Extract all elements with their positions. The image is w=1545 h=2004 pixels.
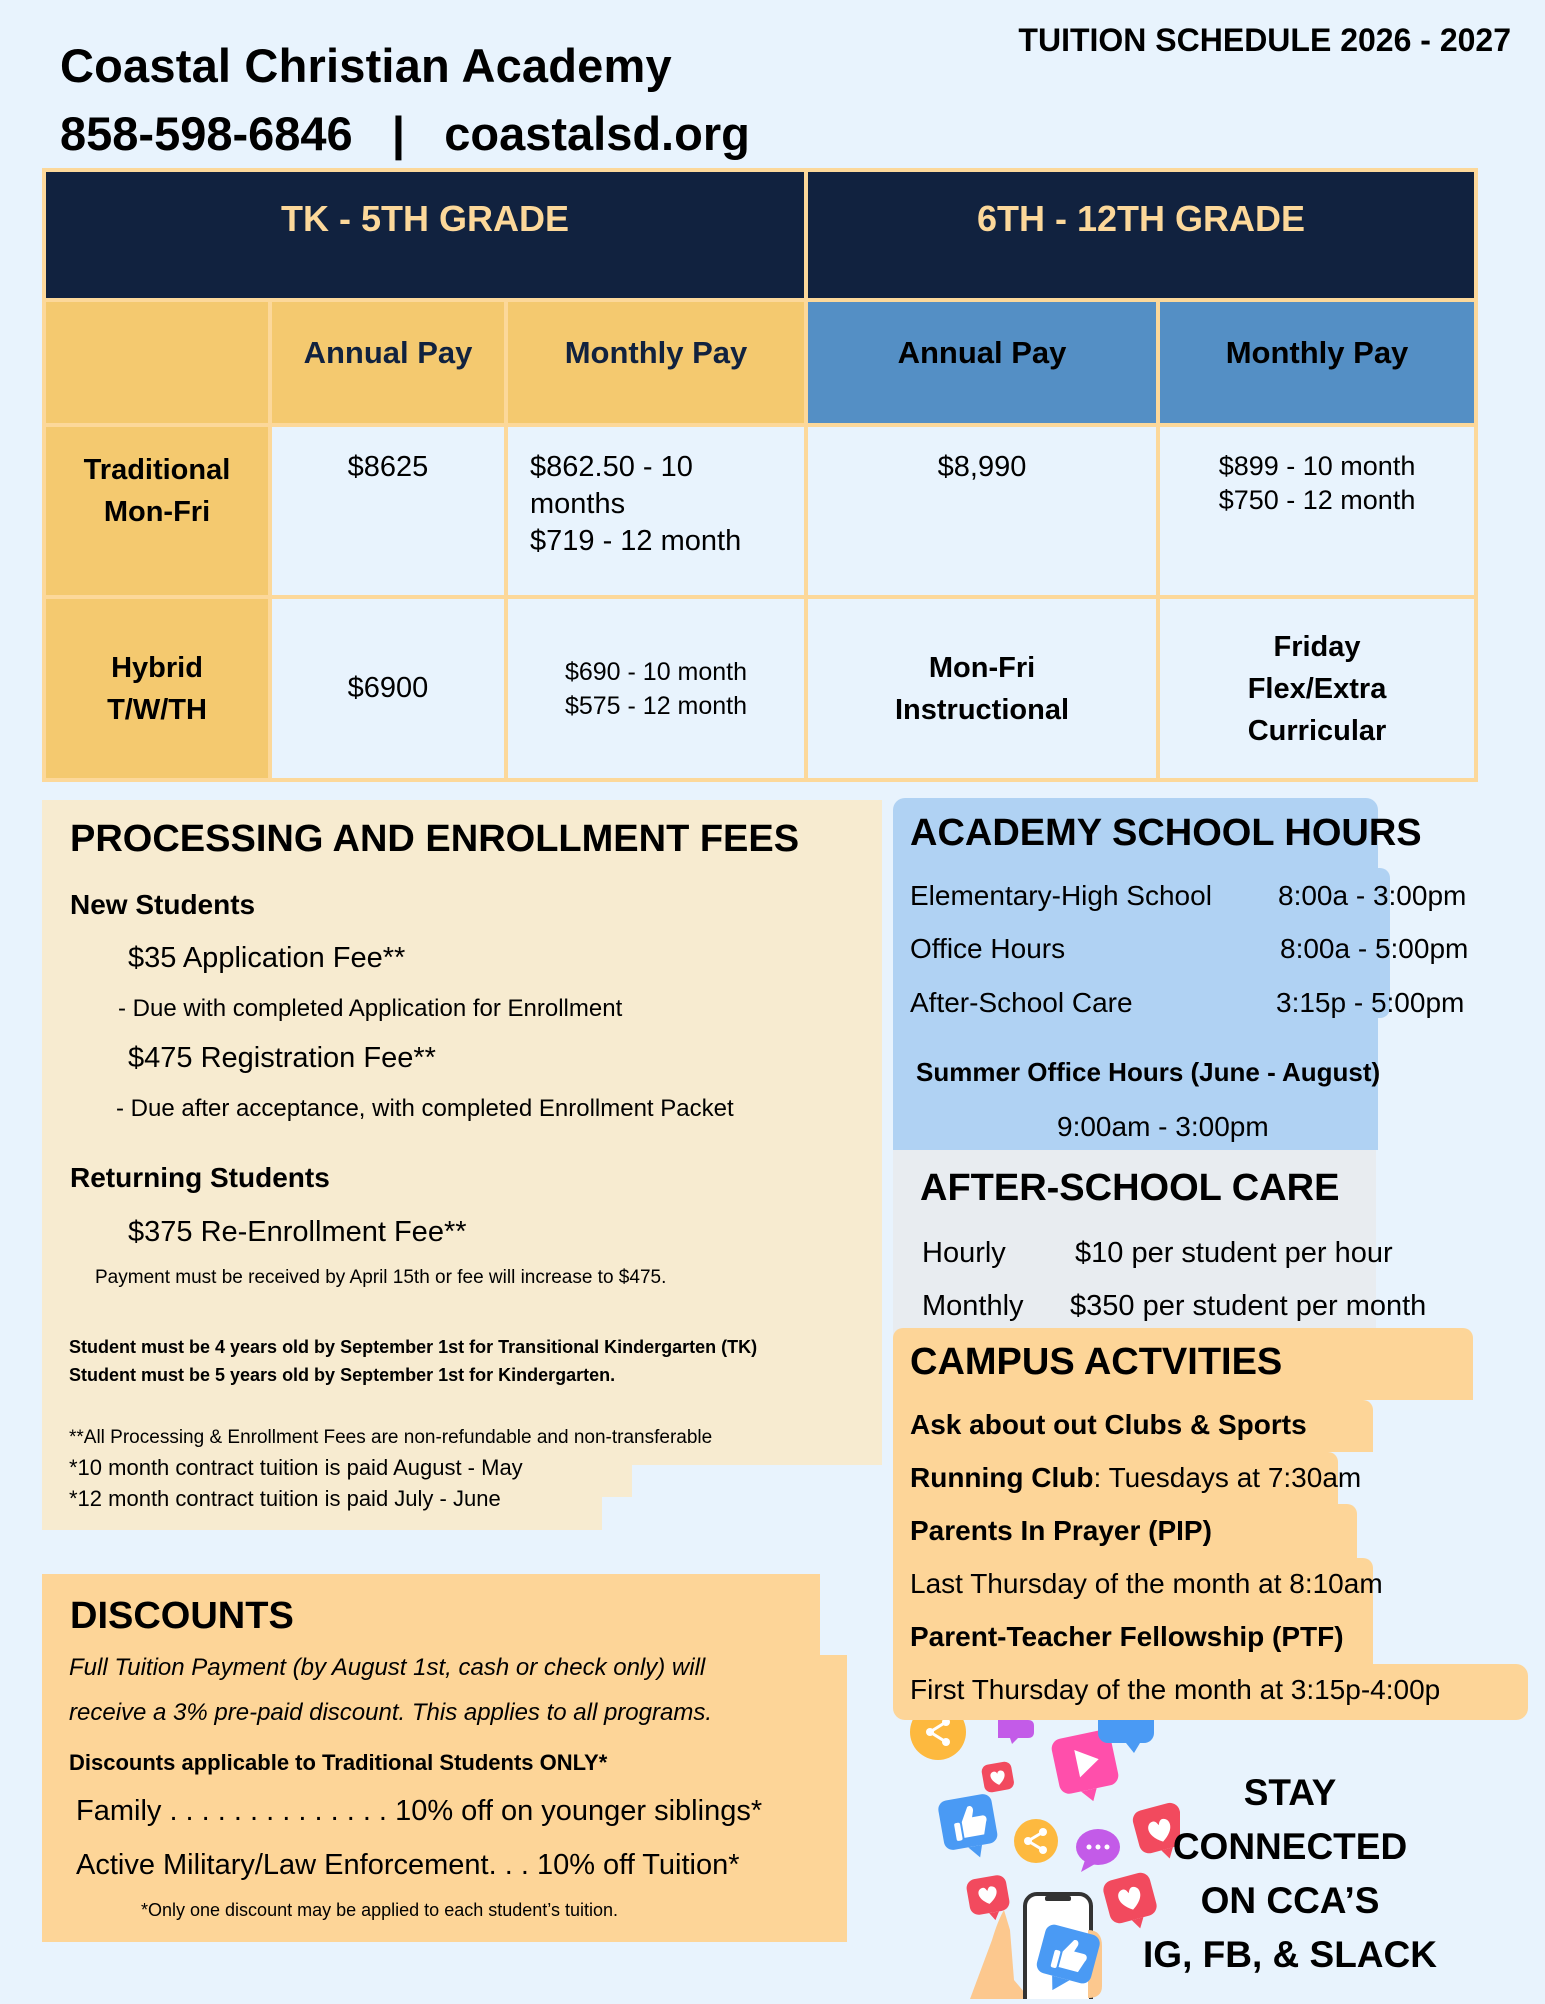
hours-time-office: 8:00a - 5:00pm <box>1280 933 1469 964</box>
hybrid-hs-col1: Mon-Fri Instructional <box>806 597 1158 780</box>
discount-military: Active Military/Law Enforcement. . . 10% off Tuition* <box>76 1849 740 1881</box>
ptf-schedule: First Thursday of the month at 3:15p-4:00p <box>910 1674 1441 1705</box>
returning-students-heading: Returning Students <box>70 1162 330 1193</box>
separator: | <box>391 107 406 160</box>
age-requirement-k: Student must be 5 years old by September 1st for Kindergarten. <box>69 1365 616 1385</box>
registration-fee: $475 Registration Fee** <box>128 1042 436 1074</box>
summer-hours-label: Summer Office Hours (June - August) <box>916 1057 1381 1087</box>
new-students-heading: New Students <box>70 889 256 920</box>
school-hours-title: ACADEMY SCHOOL HOURS <box>910 812 1422 854</box>
hybrid-tk-monthly: $690 - 10 month $575 - 12 month <box>506 597 806 780</box>
fees-footnote-nonrefundable: **All Processing & Enrollment Fees are non-refundable and non-transferable <box>69 1427 713 1448</box>
fees-panel-tail-notch <box>602 1465 632 1497</box>
hours-label-after-school: After-School Care <box>910 987 1133 1018</box>
care-monthly-value: $350 per student per month <box>1070 1290 1427 1322</box>
chat-bubble-icon <box>998 1720 1034 1744</box>
group-6-12: 6TH - 12TH GRADE <box>806 170 1476 300</box>
fees-footnote-10-month: *10 month contract tuition is paid August - May <box>69 1455 523 1480</box>
traditional-only-note: Discounts applicable to Traditional Students ONLY* <box>69 1750 608 1775</box>
hybrid-tk-annual: $6900 <box>270 597 506 780</box>
traditional-tk-annual: $8625 <box>270 425 506 597</box>
hand-illustration <box>970 1910 1030 1999</box>
traditional-tk-monthly: $862.50 - 10 months $719 - 12 month <box>506 425 806 597</box>
hours-time-after-school: 3:15p - 5:00pm <box>1276 987 1465 1018</box>
discount-family: Family . . . . . . . . . . . . . . 10% off on younger siblings* <box>76 1795 763 1827</box>
prepaid-discount-line1: Full Tuition Payment (by August 1st, cash or check only) will <box>69 1654 706 1681</box>
application-fee: $35 Application Fee** <box>128 942 406 974</box>
prepaid-discount-line2: receive a 3% pre-paid discount. This applies to all programs. <box>69 1699 712 1726</box>
discount-footnote: *Only one discount may be applied to each student’s tuition. <box>141 1900 618 1920</box>
campus-activities-title: CAMPUS ACTVITIES <box>910 1341 1283 1383</box>
pip-label: Parents In Prayer (PIP) <box>910 1515 1212 1546</box>
share-icon <box>910 1720 966 1760</box>
contact-line <box>60 106 750 161</box>
col-tk-annual: Annual Pay <box>270 300 506 425</box>
care-hourly-label: Hourly <box>922 1237 1006 1269</box>
col-hs-annual: Annual Pay <box>806 300 1158 425</box>
tuition-table <box>42 168 1478 782</box>
hours-time-elementary: 8:00a - 3:00pm <box>1278 880 1467 911</box>
share-icon <box>1014 1819 1058 1863</box>
pay-header-row <box>44 300 1476 425</box>
grade-group-row <box>44 170 1476 300</box>
hours-label-office: Office Hours <box>910 933 1066 964</box>
corner-cell <box>44 300 270 425</box>
application-fee-note: - Due with completed Application for Enrollment <box>118 995 623 1022</box>
row-label-hybrid: Hybrid T/W/TH <box>44 597 270 780</box>
after-school-care-title: AFTER-SCHOOL CARE <box>920 1167 1340 1209</box>
group-tk-5: TK - 5TH GRADE <box>44 170 806 300</box>
hybrid-hs-col2: Friday Flex/Extra Curricular <box>1158 597 1476 780</box>
thumbs-up-icon <box>937 1793 1001 1863</box>
discounts-title: DISCOUNTS <box>70 1595 294 1637</box>
pip-schedule: Last Thursday of the month at 8:10am <box>910 1568 1383 1599</box>
registration-fee-note: - Due after acceptance, with completed Enrollment Packet <box>116 1095 734 1122</box>
summer-hours-time: 9:00am - 3:00pm <box>1057 1111 1269 1142</box>
school-name: Coastal Christian Academy <box>60 39 672 92</box>
fees-title: PROCESSING AND ENROLLMENT FEES <box>70 818 800 860</box>
schedule-title: TUITION SCHEDULE 2026 - 2027 <box>1018 22 1511 58</box>
table-row-traditional <box>44 425 1476 597</box>
heart-icon <box>981 1761 1015 1794</box>
hours-label-elementary: Elementary-High School <box>910 880 1212 911</box>
chat-bubble-icon <box>1076 1829 1120 1872</box>
website: coastalsd.org <box>444 107 750 160</box>
reenrollment-note: Payment must be received by April 15th or fee will increase to $475. <box>95 1267 667 1288</box>
col-hs-monthly: Monthly Pay <box>1158 300 1476 425</box>
row-label-traditional: Traditional Mon-Fri <box>44 425 270 597</box>
clubs-sports-intro: Ask about out Clubs & Sports <box>910 1409 1307 1440</box>
fees-footnote-12-month: *12 month contract tuition is paid July - June <box>69 1486 501 1511</box>
traditional-hs-annual: $8,990 <box>806 425 1158 597</box>
traditional-hs-monthly: $899 - 10 month $750 - 12 month <box>1158 425 1476 597</box>
care-monthly-label: Monthly <box>922 1290 1024 1322</box>
ptf-label: Parent-Teacher Fellowship (PTF) <box>910 1621 1344 1652</box>
discounts-panel-notch <box>820 1574 847 1655</box>
age-requirement-tk: Student must be 4 years old by September 1st for Transitional Kindergarten (TK) <box>69 1337 758 1357</box>
table-row-hybrid <box>44 597 1476 780</box>
care-hourly-value: $10 per student per hour <box>1075 1237 1393 1269</box>
col-tk-monthly: Monthly Pay <box>506 300 806 425</box>
running-club: Running Club: Tuesdays at 7:30am <box>910 1462 1362 1493</box>
phone-number: 858-598-6846 <box>60 107 353 160</box>
reenrollment-fee: $375 Re-Enrollment Fee** <box>128 1216 467 1248</box>
stay-connected-text: STAY CONNECTED ON CCA’S IG, FB, & SLACK <box>1143 1772 1437 1975</box>
